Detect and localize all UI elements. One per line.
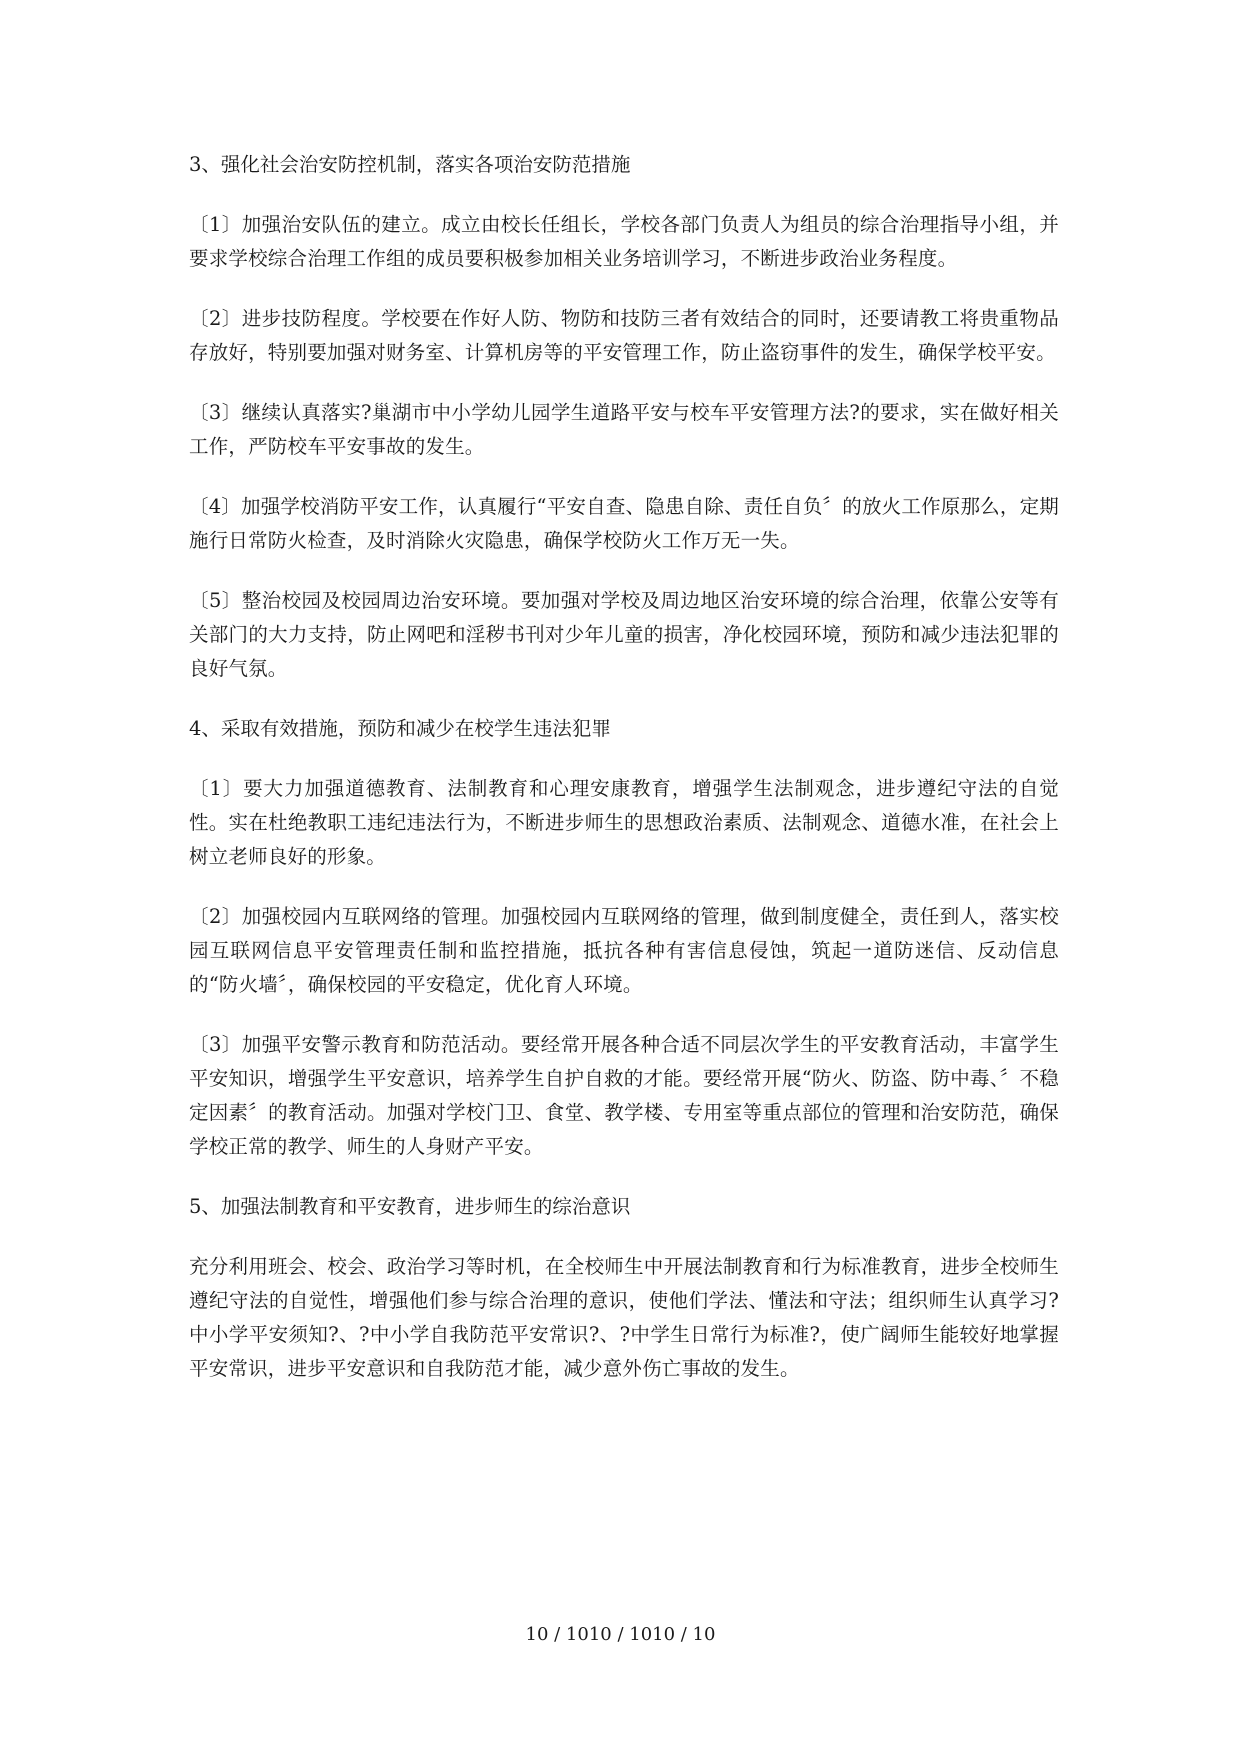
section-heading-5: 5、加强法制教育和平安教育，进步师生的综治意识	[189, 1195, 631, 1218]
paragraph-3-1: 〔1〕加强治安队伍的建立。成立由校长任组长，学校各部门负责人为组员的综合治理指导小组，并要求学校综合治理工作组的成员要积极参加相关业务培训学习，不断进步政治业务程度。	[189, 213, 1059, 270]
page-number: 10 / 1010 / 1010 / 10	[525, 1624, 716, 1645]
document-body	[189, 148, 1059, 1412]
paragraph-3-2: 〔2〕进步技防程度。学校要在作好人防、物防和技防三者有效结合的同时，还要请教工将贵重物品存放好，特别要加强对财务室、计算机房等的平安管理工作，防止盗窃事件的发生，确保学校平安。	[189, 307, 1059, 364]
paragraph-5-1: 充分利用班会、校会、政治学习等时机，在全校师生中开展法制教育和行为标准教育，进步全校师生遵纪守法的自觉性，增强他们参与综合治理的意识，使他们学法、懂法和守法；组织师生认真学习?中小学平安须知?、?中小学自我防范平安常识?、?中学生日常行为标准?，使广阔师生能较好地掌握平安常识，进步平安意识和自我防范才能，减少意外伤亡事故的发生。	[189, 1255, 1059, 1380]
section-heading-3: 3、强化社会治安防控机制，落实各项治安防范措施	[189, 153, 631, 176]
paragraph-3-3: 〔3〕继续认真落实?巢湖市中小学幼儿园学生道路平安与校车平安管理方法?的要求，实在做好相关工作，严防校车平安事故的发生。	[189, 401, 1059, 458]
paragraph-3-5: 〔5〕整治校园及校园周边治安环境。要加强对学校及周边地区治安环境的综合治理，依靠公安等有关部门的大力支持，防止网吧和淫秽书刊对少年儿童的损害，净化校园环境，预防和减少违法犯罪的良好气氛。	[189, 589, 1059, 680]
paragraph-3-4: 〔4〕加强学校消防平安工作，认真履行“平安自查、隐患自除、责任自负〞的放火工作原那么，定期施行日常防火检查，及时消除火灾隐患，确保学校防火工作万无一失。	[189, 495, 1059, 552]
section-heading-4: 4、采取有效措施，预防和减少在校学生违法犯罪	[189, 717, 611, 740]
paragraph-4-1: 〔1〕要大力加强道德教育、法制教育和心理安康教育，增强学生法制观念，进步遵纪守法的自觉性。实在杜绝教职工违纪违法行为，不断进步师生的思想政治素质、法制观念、道德水准，在社会上树立老师良好的形象。	[189, 777, 1059, 868]
paragraph-4-2: 〔2〕加强校园内互联网络的管理。加强校园内互联网络的管理，做到制度健全，责任到人，落实校园互联网信息平安管理责任制和监控措施，抵抗各种有害信息侵蚀，筑起一道防迷信、反动信息的“防火墙〞，确保校园的平安稳定，优化育人环境。	[189, 905, 1059, 996]
paragraph-4-3: 〔3〕加强平安警示教育和防范活动。要经常开展各种合适不同层次学生的平安教育活动，丰富学生平安知识，增强学生平安意识，培养学生自护自救的才能。要经常开展“防火、防盗、防中毒、〞不稳定因素〞的教育活动。加强对学校门卫、食堂、教学楼、专用室等重点部位的管理和治安防范，确保学校正常的教学、师生的人身财产平安。	[189, 1033, 1059, 1158]
